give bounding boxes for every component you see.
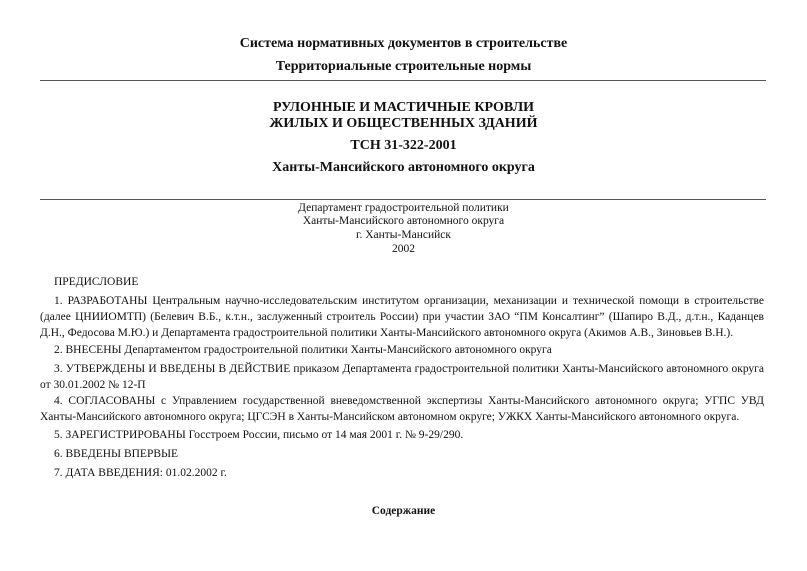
preface-item-5: 5. ЗАРЕГИСТРИРОВАНЫ Госстроем России, письмо от 14 мая 2001 г. № 9-29/290. [54, 429, 464, 441]
title-region: Ханты-Мансийского автономного округа [272, 160, 535, 175]
preface-item-7: 7. ДАТА ВВЕДЕНИЯ: 01.02.2002 г. [54, 467, 227, 479]
title-line-2: ЖИЛЫХ И ОБЩЕСТВЕННЫХ ЗДАНИЙ [269, 116, 538, 131]
publisher-city: г. Ханты-Мансийск [356, 229, 451, 241]
preface-item-4: 4. СОГЛАСОВАНЫ с Управлением государственной вневедомственной экспертизы Ханты-Мансийского автономного округа; УГПС УВД Ханты-Мансийского автономного округа; ЦГСЭН в Ханты-Мансийском автономном округе; УЖКХ Ханты-Мансийского автономного округа. [40, 395, 764, 423]
publisher-department: Департамент градостроительной политики [298, 202, 509, 214]
publication-year: 2002 [392, 243, 415, 255]
preface-item-2: 2. ВНЕСЕНЫ Департаментом градостроительной политики Ханты-Мансийского автономного округа [54, 344, 552, 356]
top-divider [40, 80, 766, 81]
preface-heading: ПРЕДИСЛОВИЕ [54, 276, 139, 288]
title-line-1: РУЛОННЫЕ И МАСТИЧНЫЕ КРОВЛИ [272, 100, 535, 115]
document-code: ТСН 31-322-2001 [350, 138, 457, 153]
middle-divider [40, 199, 766, 200]
preface-item-1: 1. РАЗРАБОТАНЫ Центральным научно-исследовательским институтом организации, механизации и технической помощи в строительстве (далее ЦНИИОМТП) (Белевич В.Б., к.т.н., заслуженный строитель России) при участии ЗАО “ПМ Консалтинг” (Шапиро В.Д., д.т.н., Каданцев Д.Н., Федосова М.Ю.) и Департамента градостроительной политики Ханты-Мансийского автономного округа (Акимов А.В., Зиновьев В.Н.). [40, 295, 764, 339]
preface-item-6: 6. ВВЕДЕНЫ ВПЕРВЫЕ [54, 448, 179, 460]
preface-item-3: 3. УТВЕРЖДЕНЫ И ВВЕДЕНЫ В ДЕЙСТВИЕ приказом Департамента градостроительной политики Ханты-Мансийского автономного округа от 30.01.2002 № 12-П [40, 363, 764, 391]
publisher-region: Ханты-Мансийского автономного округа [302, 215, 505, 227]
contents-heading: Содержание [371, 505, 436, 517]
document-system-title: Система нормативных документов в строительстве [239, 36, 568, 51]
document-category: Территориальные строительные нормы [275, 59, 532, 74]
